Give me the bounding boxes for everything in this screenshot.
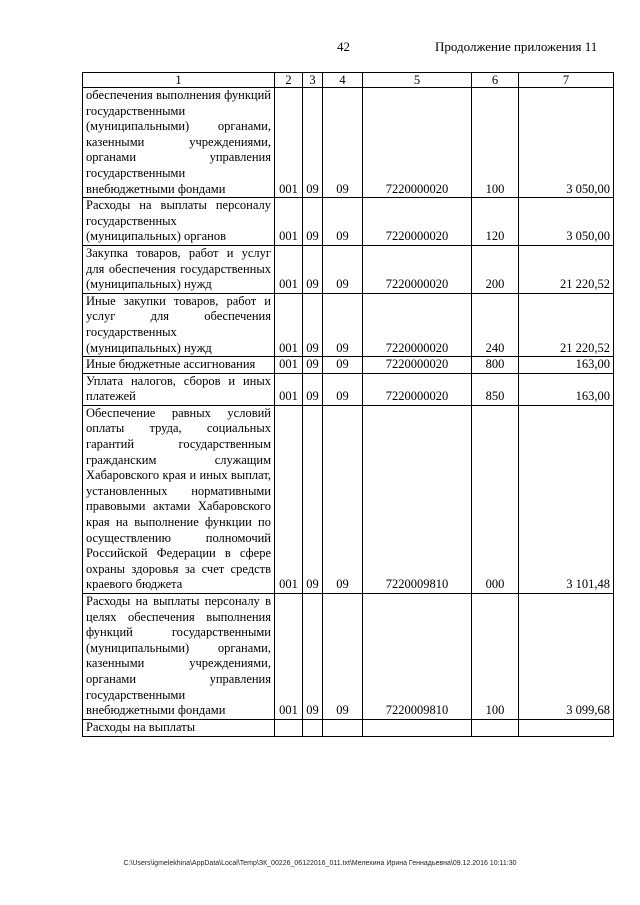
admin-code: 001 xyxy=(275,405,303,593)
table-row xyxy=(83,594,614,720)
admin-code: 001 xyxy=(275,293,303,356)
amount: 163,00 xyxy=(519,357,614,374)
row-name-cell xyxy=(83,88,275,198)
subsection-code: 09 xyxy=(323,245,363,293)
subsection-code: 09 xyxy=(323,293,363,356)
expense-type: 240 xyxy=(472,293,519,356)
target-article: 7220009810 xyxy=(363,405,472,593)
row-name: обеспечения выполнения функций государственными (муниципальными) органами, казенными учреждениями, органами управления государственными внебюджетными фондами xyxy=(86,88,271,196)
column-header: 4 xyxy=(323,73,363,88)
subsection-code: 09 xyxy=(323,373,363,405)
target-article: 7220000020 xyxy=(363,198,472,246)
column-header: 7 xyxy=(519,73,614,88)
admin-code: 001 xyxy=(275,198,303,246)
page-number: 42 xyxy=(337,39,350,54)
target-article xyxy=(363,719,472,736)
target-article: 7220000020 xyxy=(363,293,472,356)
amount: 3 050,00 xyxy=(519,198,614,246)
amount: 21 220,52 xyxy=(519,293,614,356)
section-code: 09 xyxy=(303,245,323,293)
row-name-cell xyxy=(83,719,275,736)
section-code: 09 xyxy=(303,198,323,246)
amount: 21 220,52 xyxy=(519,245,614,293)
admin-code: 001 xyxy=(275,357,303,374)
target-article: 7220000020 xyxy=(363,357,472,374)
table-row xyxy=(83,405,614,593)
row-name: Обеспечение равных условий оплаты труда, социальных гарантий государственным гражданским служащим Хабаровского края и иных выплат, установленных нормативными правовыми актами Хабаровского края на выполнение функции по осуществлению полномочий Российской Федерации в сфере охраны здоровья за счет средств краевого бюджета xyxy=(86,405,271,592)
target-article: 7220009810 xyxy=(363,594,472,720)
subsection-code: 09 xyxy=(323,405,363,593)
amount: 3 101,48 xyxy=(519,405,614,593)
admin-code: 001 xyxy=(275,373,303,405)
budget-table xyxy=(82,72,614,737)
admin-code: 001 xyxy=(275,88,303,198)
row-name: Расходы на выплаты xyxy=(86,720,196,735)
expense-type: 800 xyxy=(472,357,519,374)
subsection-code: 09 xyxy=(323,88,363,198)
admin-code: 001 xyxy=(275,245,303,293)
row-name-cell xyxy=(83,405,275,593)
column-header: 3 xyxy=(303,73,323,88)
subsection-code xyxy=(323,719,363,736)
target-article: 7220000020 xyxy=(363,245,472,293)
row-name-cell xyxy=(83,198,275,246)
table-header-row xyxy=(83,73,614,88)
row-name-cell xyxy=(83,245,275,293)
table-row xyxy=(83,719,614,736)
table-row xyxy=(83,198,614,246)
target-article: 7220000020 xyxy=(363,88,472,198)
row-name: Расходы на выплаты персоналу государственных (муниципальных) органов xyxy=(86,198,271,244)
subsection-code: 09 xyxy=(323,357,363,374)
row-name: Иные бюджетные ассигнования xyxy=(86,357,256,372)
column-header: 5 xyxy=(363,73,472,88)
row-name-cell xyxy=(83,293,275,356)
expense-type xyxy=(472,719,519,736)
expense-type: 100 xyxy=(472,594,519,720)
section-code: 09 xyxy=(303,357,323,374)
row-name: Уплата налогов, сборов и иных платежей xyxy=(86,373,271,404)
expense-type: 200 xyxy=(472,245,519,293)
section-code: 09 xyxy=(303,405,323,593)
amount: 3 050,00 xyxy=(519,88,614,198)
appendix-label: Продолжение приложения 11 xyxy=(435,39,598,54)
table-row xyxy=(83,373,614,405)
column-header: 1 xyxy=(83,73,275,88)
row-name: Расходы на выплаты персоналу в целях обеспечения выполнения функций государственными (муниципальными) органами, казенными учреждениями, органами управления государственными внебюджетными фондами xyxy=(86,594,271,718)
table-row xyxy=(83,88,614,198)
section-code: 09 xyxy=(303,373,323,405)
amount: 163,00 xyxy=(519,373,614,405)
amount xyxy=(519,719,614,736)
section-code: 09 xyxy=(303,293,323,356)
section-code: 09 xyxy=(303,88,323,198)
column-header: 2 xyxy=(275,73,303,88)
section-code xyxy=(303,719,323,736)
column-header: 6 xyxy=(472,73,519,88)
table-row xyxy=(83,357,614,374)
table-row xyxy=(83,293,614,356)
expense-type: 850 xyxy=(472,373,519,405)
row-name: Закупка товаров, работ и услуг для обеспечения государственных (муниципальных) нужд xyxy=(86,245,271,292)
row-name: Иные закупки товаров, работ и услуг для обеспечения государственных (муниципальных) нужд xyxy=(86,293,271,355)
table-row xyxy=(83,245,614,293)
row-name-cell xyxy=(83,373,275,405)
section-code: 09 xyxy=(303,594,323,720)
admin-code xyxy=(275,719,303,736)
target-article: 7220000020 xyxy=(363,373,472,405)
expense-type: 100 xyxy=(472,88,519,198)
footer-file-path: C:\Users\igmelekhina\AppData\Local\Temp\ЗК_00226_06122016_011.txt\Мелехина Ирина Геннадьевна\09.12.2016 10:11:30 xyxy=(123,860,517,867)
subsection-code: 09 xyxy=(323,198,363,246)
expense-type: 000 xyxy=(472,405,519,593)
amount: 3 099,68 xyxy=(519,594,614,720)
row-name-cell xyxy=(83,357,275,374)
expense-type: 120 xyxy=(472,198,519,246)
row-name-cell xyxy=(83,594,275,720)
admin-code: 001 xyxy=(275,594,303,720)
subsection-code: 09 xyxy=(323,594,363,720)
